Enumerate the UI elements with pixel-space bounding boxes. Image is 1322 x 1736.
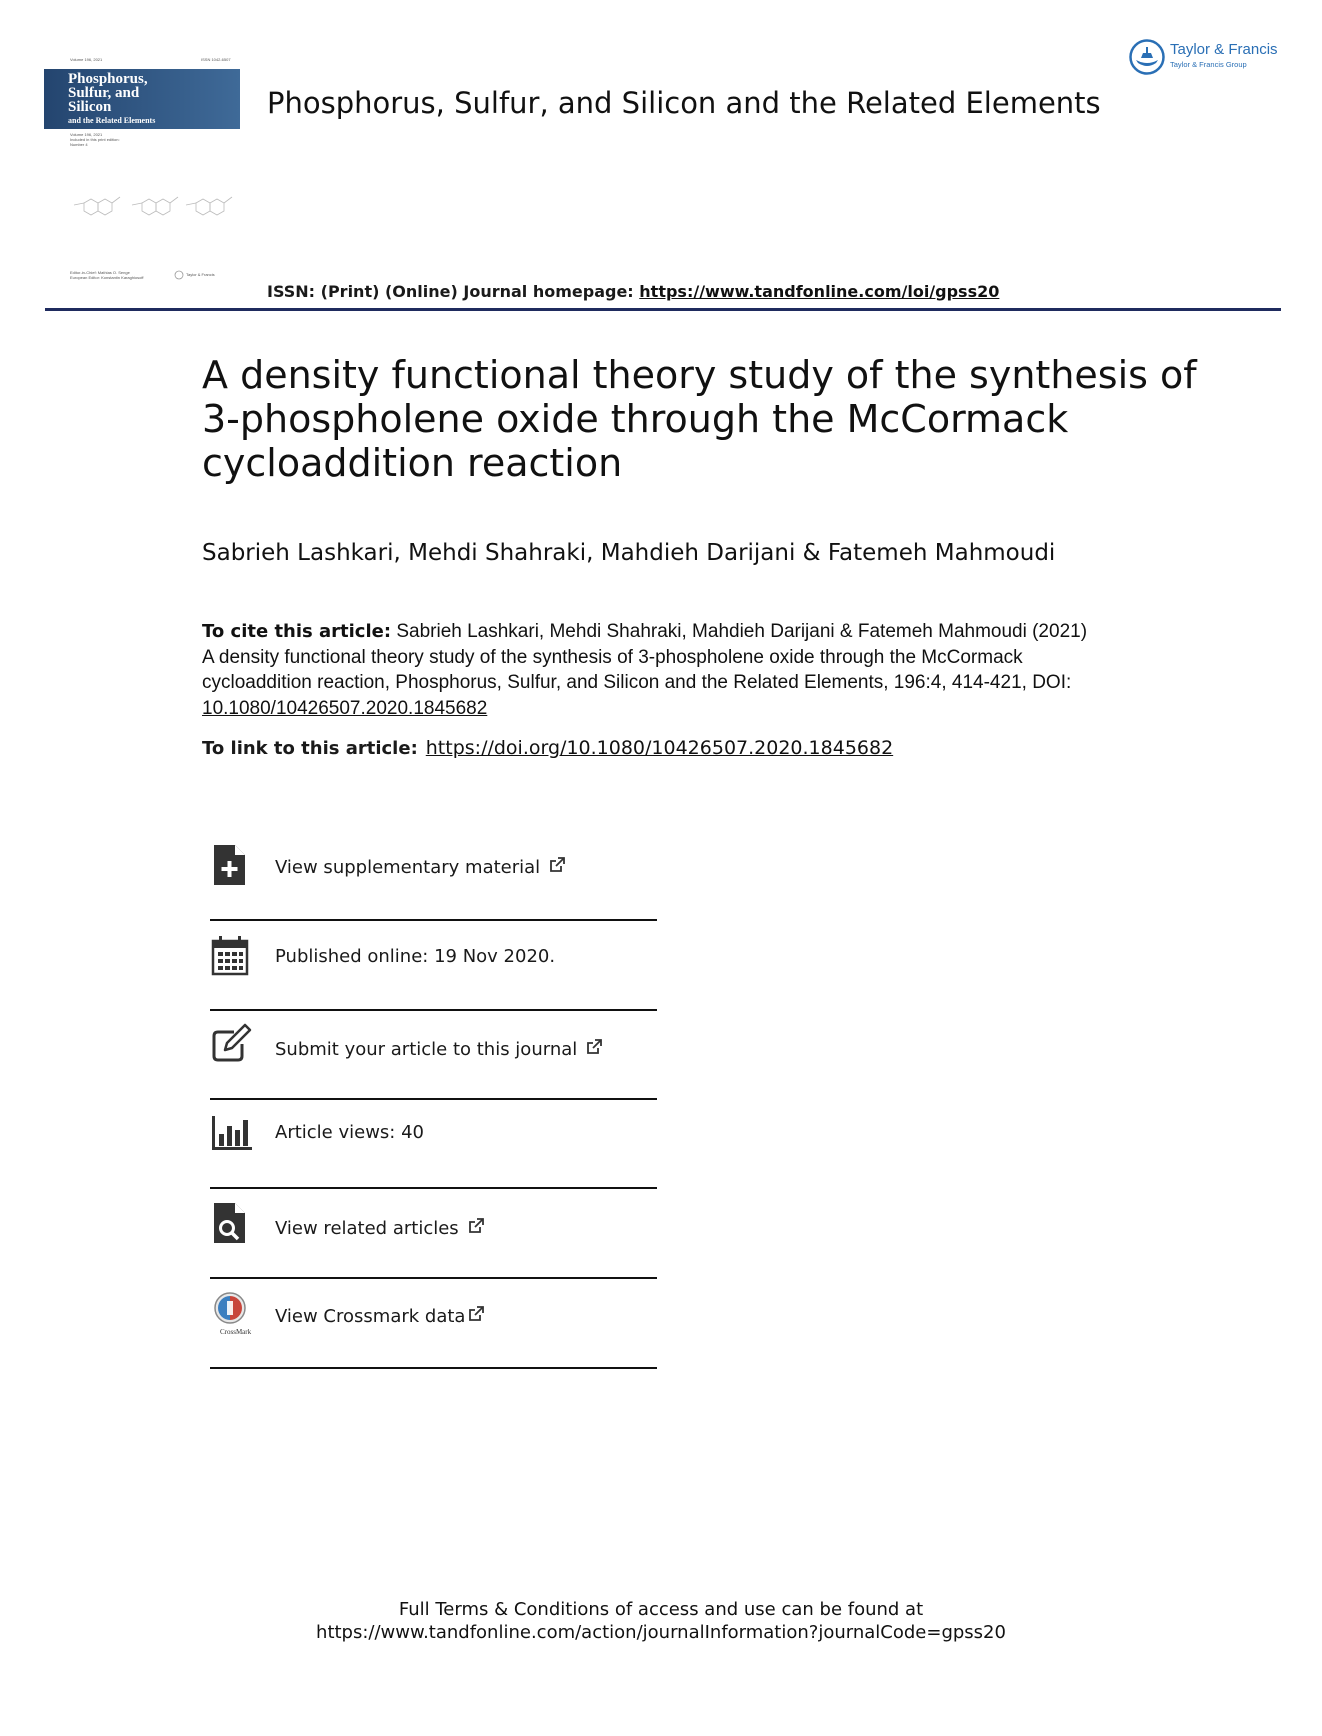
cover-issue-line: Number 4 (70, 142, 88, 147)
external-link-icon (467, 1305, 485, 1323)
header-divider (45, 308, 1281, 311)
article-link-block (202, 737, 893, 759)
info-item-label: View Crossmark data (275, 1306, 466, 1327)
file-plus-icon (210, 843, 254, 887)
footer-terms-link[interactable]: https://www.tandfonline.com/action/journalInformation?journalCode=gpss20 (316, 1622, 1006, 1643)
article-link-label: To link to this article: (202, 738, 418, 759)
publisher-name: Taylor & Francis (1170, 41, 1278, 58)
publisher-logo[interactable] (1128, 38, 1288, 78)
article-title: A density functional theory study of the synthesis of 3-phospholene oxide through the McCormack cycloaddition reaction (202, 353, 1197, 485)
info-divider (210, 1009, 657, 1011)
info-item-label: Submit your article to this journal (275, 1039, 578, 1060)
cover-publisher: Taylor & Francis (186, 272, 215, 277)
info-item-label: Published online: 19 Nov 2020. (275, 946, 556, 967)
info-item-label: View supplementary material (275, 857, 541, 878)
info-item-label: View related articles (275, 1218, 459, 1239)
info-divider (210, 1367, 657, 1369)
cover-molecule-drawing (64, 187, 240, 227)
cover-volume: Volume 196, 2021 (70, 57, 103, 62)
cover-subtitle: and the Related Elements (68, 116, 156, 125)
crossmark-caption: CrossMark (220, 1328, 252, 1336)
cover-publisher-icon (174, 270, 184, 280)
taylor-francis-logo-icon (1128, 38, 1166, 76)
info-item-label: Article views: 40 (275, 1122, 424, 1143)
footer (0, 1598, 1322, 1644)
info-divider (210, 919, 657, 921)
calendar-icon (210, 934, 254, 978)
external-link-icon (548, 856, 566, 874)
issn-label: ISSN: (Print) (Online) Journal homepage: (267, 282, 640, 301)
journal-cover-thumbnail (44, 52, 240, 284)
cover-editor-line: European Editor: Konstantin Karaghiosoff (70, 275, 144, 280)
authors: Sabrieh Lashkari, Mehdi Shahraki, Mahdieh Darijani & Fatemeh Mahmoudi (202, 540, 1056, 566)
search-document-icon (210, 1201, 254, 1245)
citation-label: To cite this article: (202, 621, 392, 642)
journal-name: Phosphorus, Sulfur, and Silicon and the Related Elements (267, 86, 1101, 120)
issn-line (267, 282, 999, 301)
external-link-icon (467, 1217, 485, 1235)
bar-chart-icon (210, 1112, 254, 1156)
publisher-group: Taylor & Francis Group (1170, 60, 1247, 69)
info-divider (210, 1187, 657, 1189)
external-link-icon (585, 1038, 603, 1056)
cover-editor-line: Editor-in-Chief: Mathias O. Senge (70, 270, 130, 275)
citation-text: Sabrieh Lashkari, Mehdi Shahraki, Mahdieh Darijani & Fatemeh Mahmoudi (2021) A density functional theory study of the synthesis of 3-phospholene oxide through the McCormack cycloaddition reaction, Phosphorus, Sulfur, and Silicon and the Related Elements, 196:4, 414-421, DOI: (202, 621, 1088, 693)
journal-homepage-link[interactable]: https://www.tandfonline.com/loi/gpss20 (639, 282, 1000, 301)
info-divider (210, 1098, 657, 1100)
footer-terms-text: Full Terms & Conditions of access and use can be found at (398, 1599, 924, 1620)
info-divider (210, 1277, 657, 1279)
cover-issn: ISSN 1042-6507 (201, 57, 231, 62)
cover-title: Phosphorus, Sulfur, and Silicon (68, 71, 148, 115)
cover-issue-line: Included in this print edition: (70, 137, 120, 142)
citation-block (202, 619, 1102, 721)
citation-doi-link[interactable]: 10.1080/10426507.2020.1845682 (202, 697, 488, 719)
edit-icon (210, 1022, 254, 1066)
cover-issue-line: Volume 196, 2021 (70, 132, 103, 137)
article-doi-link[interactable]: https://doi.org/10.1080/10426507.2020.1845682 (425, 737, 894, 759)
